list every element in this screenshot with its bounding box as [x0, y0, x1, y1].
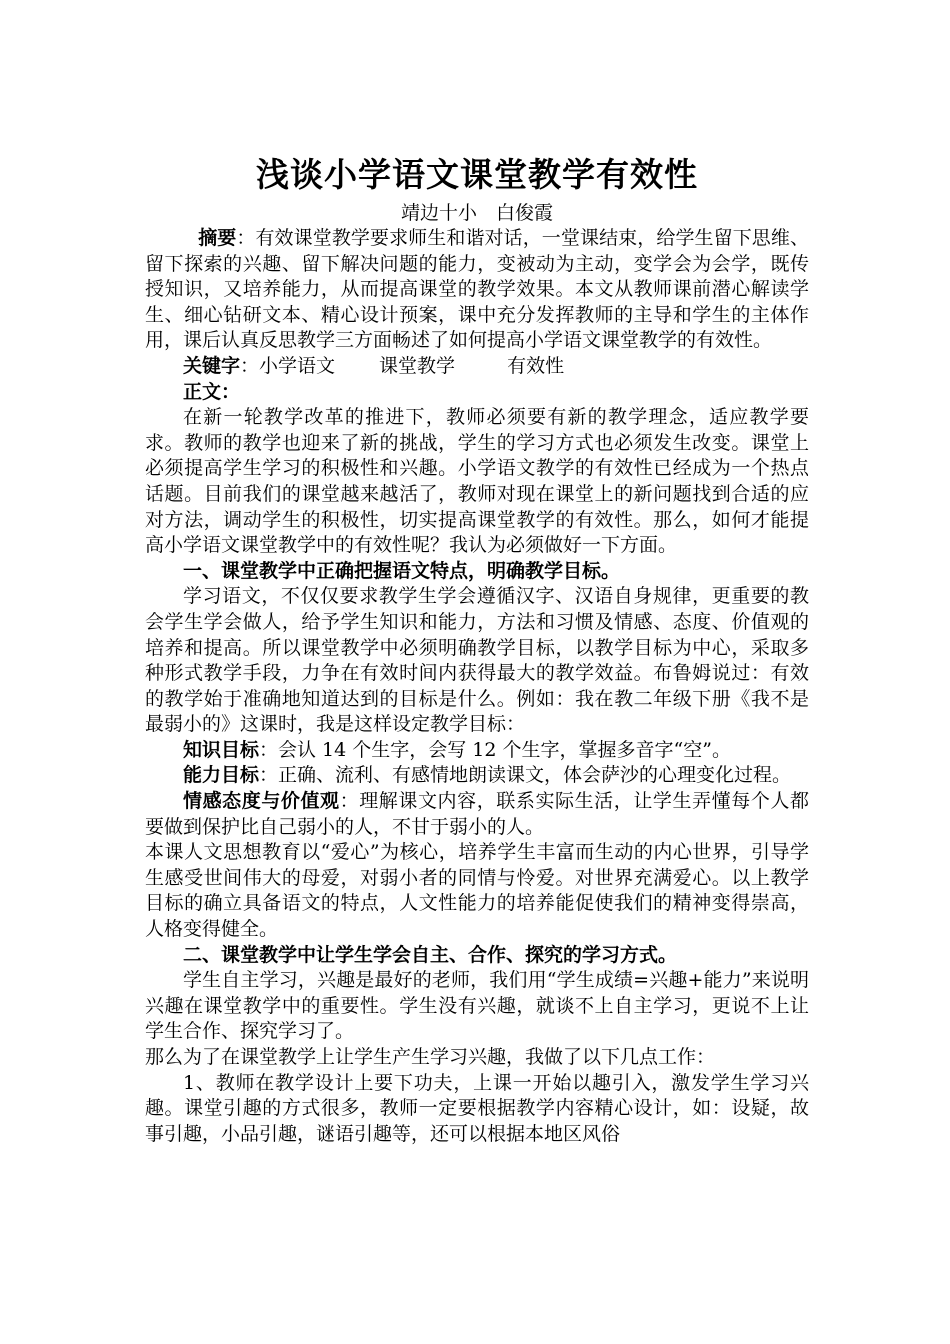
- goal-knowledge-text: ：会认 14 个生字，会写 12 个生字，掌握多音字“空”。: [259, 738, 731, 761]
- keywords-colon: ：: [240, 354, 260, 377]
- keyword-item: 有效性: [507, 354, 565, 377]
- document-title: 浅谈小学语文课堂教学有效性: [256, 155, 698, 194]
- abstract-label: 摘要: [198, 227, 237, 249]
- goal-knowledge-label: 知识目标: [183, 738, 260, 761]
- document-page: [145, 150, 809, 1147]
- keywords-label: 关键字: [183, 354, 241, 377]
- body-label: 正文：: [183, 380, 241, 403]
- goal-emotion: [145, 789, 809, 840]
- abstract-text: ：有效课堂教学要求师生和谐对话，一堂课结束，给学生留下思维、留下探索的兴趣、留下解决问题的能力，变被动为主动，变学会为会学，既传授知识，又培养能力，从而提高课堂的教学效果。本文从教师课前潜心解读学生、细心钻研文本、精心设计预案，课中充分发挥教师的主导和学生的主体作用，课后认真反思教学三方面畅述了如何提高小学语文课堂教学的有效性。: [145, 227, 809, 352]
- intro-paragraph: 在新一轮教学改革的推进下，教师必须要有新的教学理念，适应教学要求。教师的教学也迎来了新的挑战，学生的学习方式也必须发生改变。课堂上必须提高学生学习的积极性和兴趣。小学语文教学的有效性已经成为一个热点话题。目前我们的课堂越来越活了，教师对现在课堂上的新问题找到合适的应对方法，调动学生的积极性，切实提高课堂教学的有效性。那么，如何才能提高小学语文课堂教学中的有效性呢？我认为必须做好一下方面。: [145, 406, 809, 557]
- section2-paragraph-3: 1、教师在教学设计上要下功夫，上课一开始以趣引入，激发学生学习兴趣。课堂引趣的方式很多，教师一定要根据教学内容精心设计，如：设疑，故事引趣，小品引趣，谜语引趣等，还可以根据本地区风俗: [145, 1071, 809, 1145]
- abstract-paragraph: [145, 226, 809, 354]
- goal-emotion-label: 情感态度与价值观: [183, 790, 340, 813]
- document-author: 靖边十小 白俊霞: [400, 202, 553, 224]
- goal-knowledge: [145, 738, 809, 764]
- goal-ability: [145, 763, 809, 789]
- section-heading-1: 一、课堂教学中正确把握语文特点，明确教学目标。: [183, 559, 621, 582]
- section2-paragraph-2: 那么为了在课堂教学上让学生产生学习兴趣，我做了以下几点工作：: [145, 1046, 716, 1068]
- goal-ability-text: ：正确、流利、有感情地朗读课文，体会萨沙的心理变化过程。: [259, 764, 792, 787]
- section-heading-2: 二、课堂教学中让学生学会自主、合作、探究的学习方式。: [183, 943, 678, 966]
- section1-paragraph-1: 学习语文，不仅仅要求教学生学会遵循汉字、汉语自身规律，更重要的教会学生学会做人，给予学生知识和能力，方法和习惯及情感、态度、价值观的培养和提高。所以课堂教学中必须明确教学目标，以教学目标为中心，采取多种形式教学手段，力争在有效时间内获得最大的教学效益。布鲁姆说过：有效的教学始于准确地知道达到的目标是什么。例如：我在教二年级下册《我不是最弱小的》这课时，我是这样设定教学目标：: [145, 585, 809, 736]
- keyword-item: 课堂教学: [379, 354, 456, 377]
- goal-emotion-text: ：理解课文内容，联系实际生活，让学生弄懂每个人都要做到保护比自己弱小的人，不甘于弱小的人。: [145, 790, 809, 838]
- section2-paragraph-1: 学生自主学习，兴趣是最好的老师，我们用“学生成绩=兴趣+能力”来说明兴趣在课堂教学中的重要性。学生没有兴趣，就谈不上自主学习，更说不上让学生合作、探究学习了。: [145, 969, 809, 1043]
- goal-ability-label: 能力目标: [183, 764, 260, 787]
- keyword-item: 小学语文: [259, 354, 336, 377]
- section1-paragraph-2: 本课人文思想教育以“爱心”为核心，培养学生丰富而生动的内心世界，引导学生感受世间伟大的母爱，对弱小者的同情与怜爱。对世界充满爱心。以上教学目标的确立具备语文的特点，人文性能力的培养能促使我们的精神变得崇高，人格变得健全。: [145, 841, 809, 941]
- keywords-line: [145, 354, 809, 380]
